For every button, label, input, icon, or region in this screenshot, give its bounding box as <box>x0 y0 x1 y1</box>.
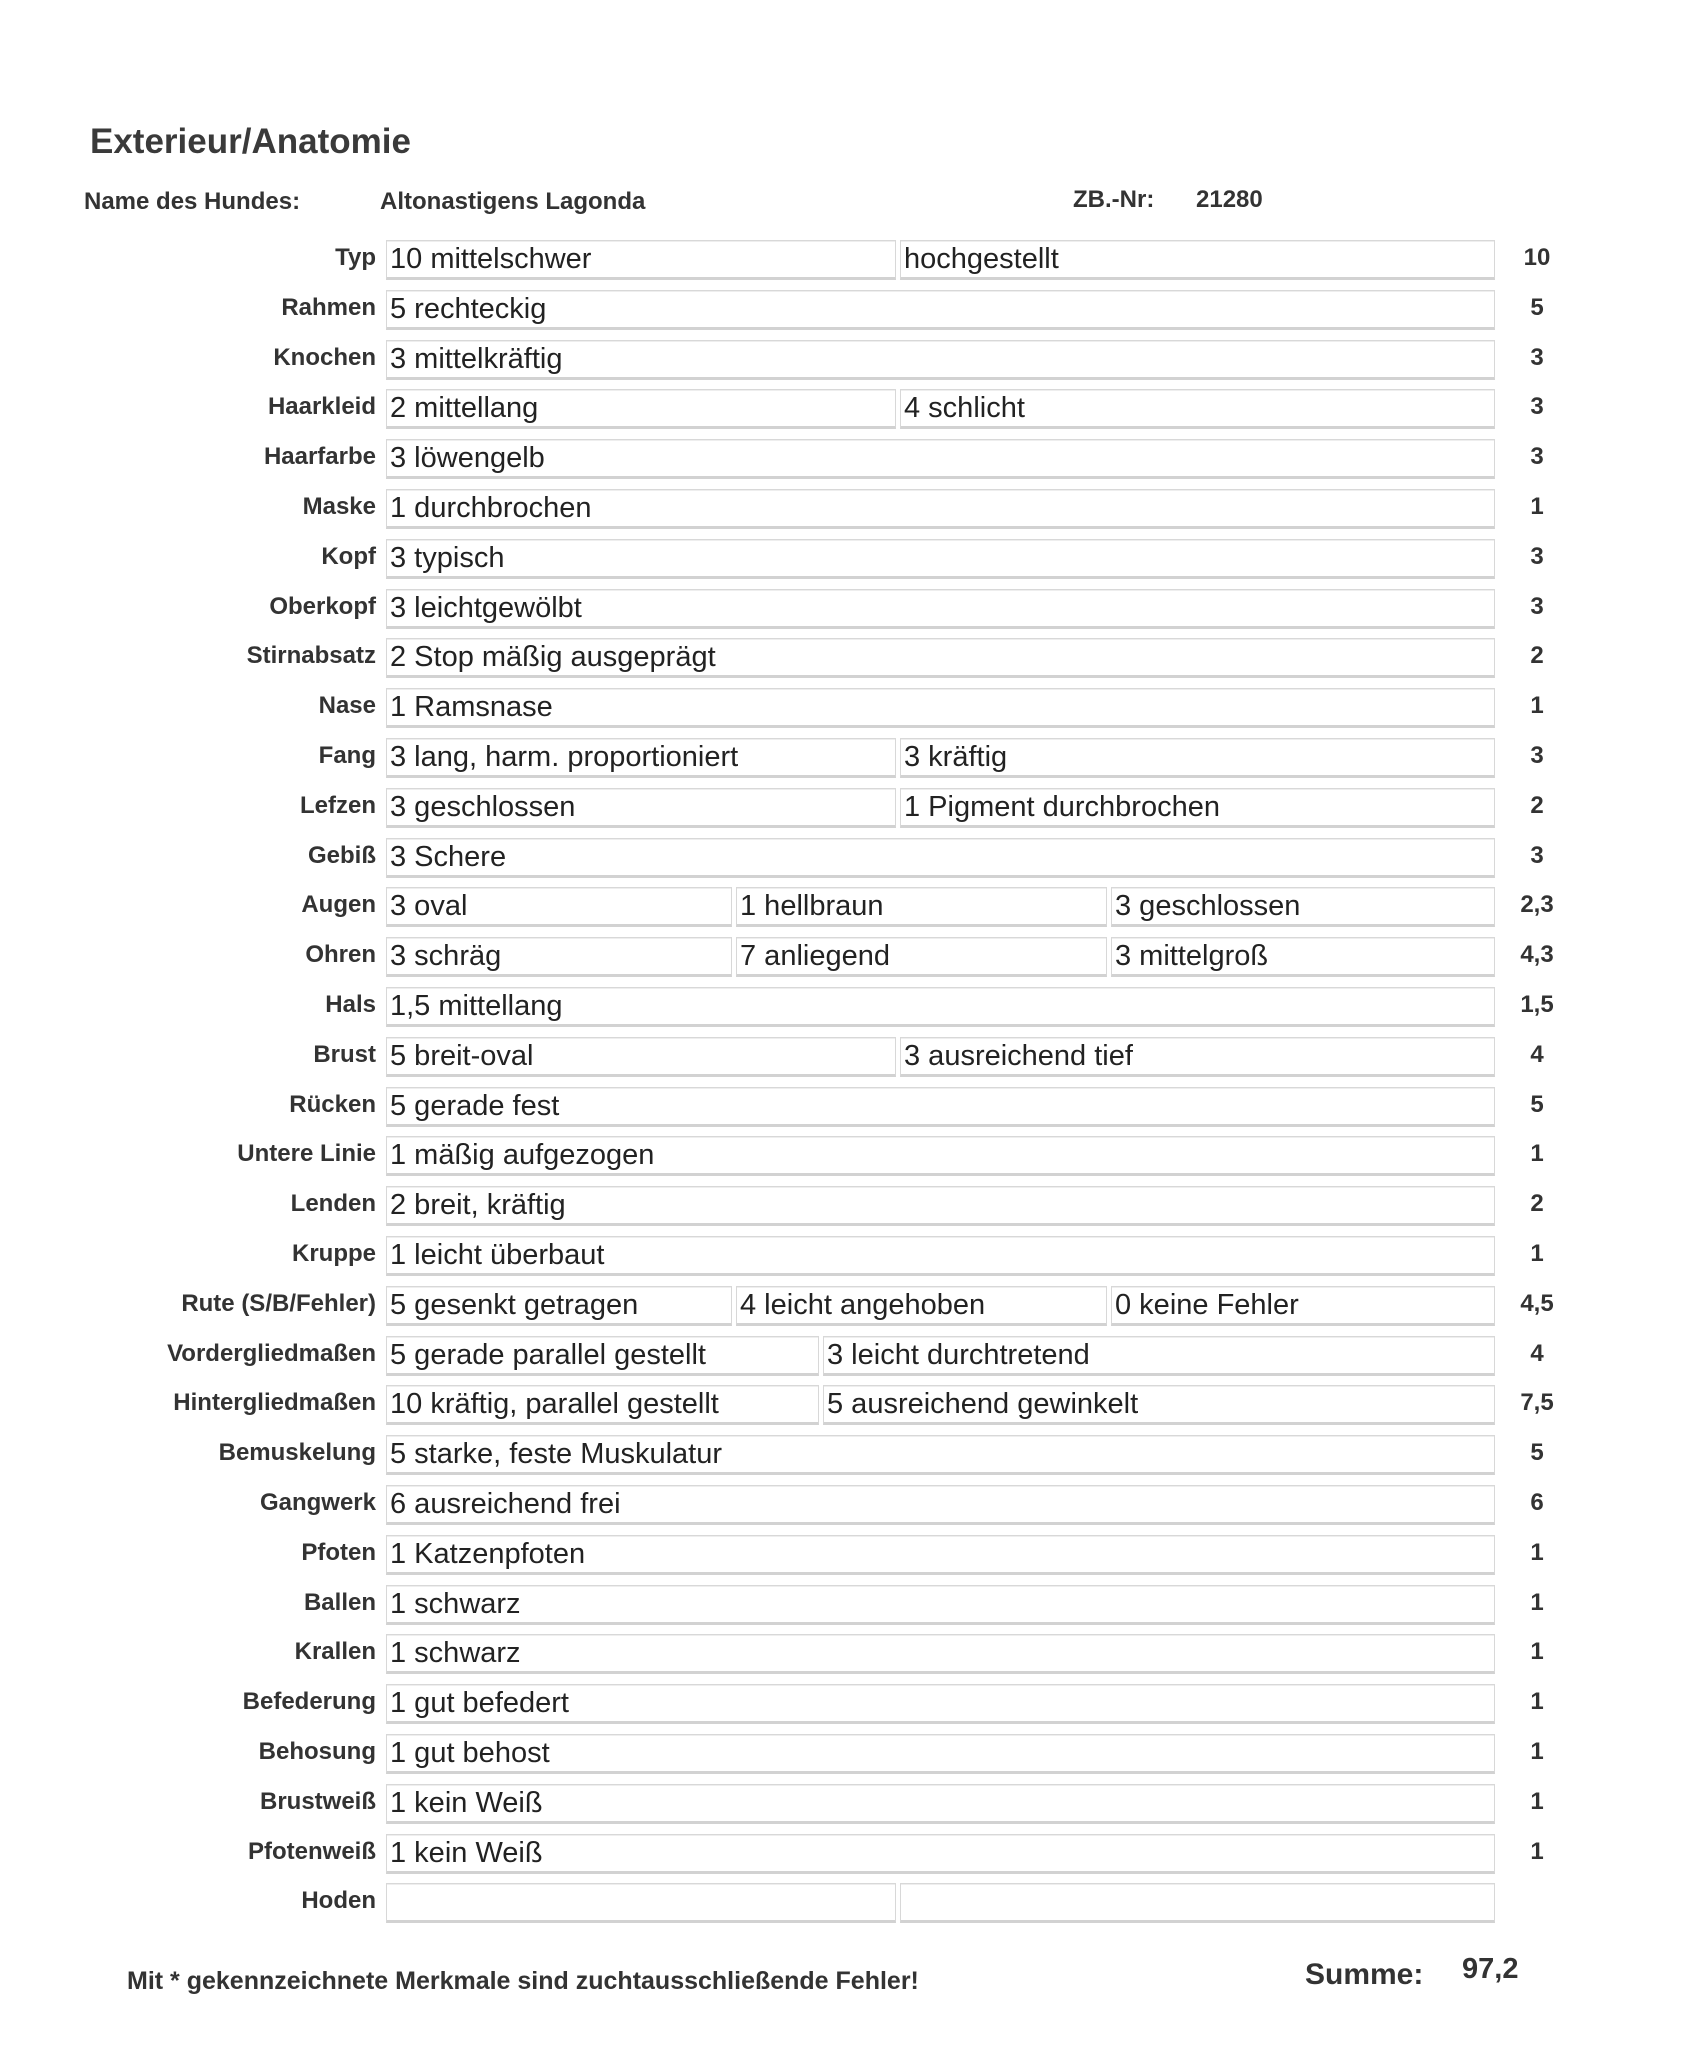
row-label: Rücken <box>289 1090 376 1118</box>
row-label: Bemuskelung <box>218 1439 376 1467</box>
field-box[interactable]: 3 typisch <box>386 539 1495 579</box>
field-box[interactable]: 5 rechteckig <box>386 290 1495 330</box>
footer-note: Mit * gekennzeichnete Merkmale sind zuchtausschließende Fehler! <box>127 1967 919 1995</box>
table-row <box>0 1435 1700 1477</box>
row-score: 4,5 <box>1520 1289 1554 1317</box>
field-box[interactable]: 3 kräftig <box>900 738 1495 778</box>
row-label: Behosung <box>258 1738 376 1765</box>
row-score: 2 <box>1530 791 1544 819</box>
row-label: Befederung <box>242 1688 376 1716</box>
row-score: 1 <box>1530 1787 1544 1815</box>
row-score: 4,3 <box>1520 941 1554 969</box>
row-score: 4 <box>1530 1339 1544 1367</box>
field-box[interactable]: 3 oval <box>386 887 732 927</box>
field-box[interactable]: 3 geschlossen <box>1111 887 1495 927</box>
field-box[interactable]: 1 Ramsnase <box>386 688 1495 728</box>
row-score: 1 <box>1530 1538 1544 1566</box>
field-box[interactable]: 5 gesenkt getragen <box>386 1286 732 1326</box>
page-title: Exterieur/Anatomie <box>90 122 411 161</box>
row-label: Knochen <box>273 343 376 371</box>
row-label: Lefzen <box>299 791 376 819</box>
row-label: Brustweiß <box>259 1787 376 1815</box>
row-score: 1 <box>1530 1738 1544 1765</box>
field-box[interactable]: 3 mittelgroß <box>1111 937 1495 977</box>
table-row <box>0 290 1700 332</box>
row-score: 5 <box>1530 1090 1544 1118</box>
field-box[interactable]: 1 gut befedert <box>386 1684 1495 1724</box>
field-box[interactable]: 5 ausreichend gewinkelt <box>823 1385 1495 1425</box>
field-box[interactable]: 1 kein Weiß <box>386 1784 1495 1824</box>
field-box[interactable]: 1 schwarz <box>386 1585 1495 1625</box>
row-score: 4 <box>1530 1040 1544 1068</box>
table-row <box>0 788 1700 830</box>
table-row <box>0 1136 1700 1178</box>
row-score: 3 <box>1530 343 1544 371</box>
row-label: Stirnabsatz <box>246 642 376 670</box>
row-score: 10 <box>1523 244 1551 271</box>
row-score: 1 <box>1530 493 1544 520</box>
row-label: Hoden <box>301 1887 376 1915</box>
row-label: Vordergliedmaßen <box>167 1339 376 1367</box>
row-score: 6 <box>1530 1489 1544 1516</box>
field-box[interactable]: 1 hellbraun <box>736 887 1107 927</box>
row-label: Haarkleid <box>267 393 376 421</box>
table-row <box>0 1784 1700 1826</box>
row-label: Hals <box>325 991 376 1018</box>
field-box[interactable] <box>386 1883 896 1923</box>
field-box[interactable] <box>900 1883 1495 1923</box>
field-box[interactable]: 3 leichtgewölbt <box>386 589 1495 629</box>
sum-value: 97,2 <box>1462 1953 1519 1985</box>
field-box[interactable]: 1 gut behost <box>386 1734 1495 1774</box>
sum-label: Summe: <box>1305 1958 1424 1991</box>
row-score: 5 <box>1530 293 1544 321</box>
row-score: 3 <box>1530 841 1544 869</box>
row-label: Krallen <box>294 1638 376 1666</box>
row-score: 1 <box>1530 1140 1544 1168</box>
table-row <box>0 240 1700 282</box>
row-score: 5 <box>1530 1439 1544 1467</box>
row-score: 1 <box>1530 1837 1544 1865</box>
row-score: 1 <box>1530 1588 1544 1616</box>
field-box[interactable]: 3 leicht durchtretend <box>823 1336 1495 1376</box>
row-label: Haarfarbe <box>263 443 376 471</box>
row-score: 3 <box>1530 393 1544 421</box>
field-box[interactable]: 1 Pigment durchbrochen <box>900 788 1495 828</box>
row-label: Typ <box>335 244 376 271</box>
field-box[interactable]: 7 anliegend <box>736 937 1107 977</box>
field-box[interactable]: 1,5 mittellang <box>386 987 1495 1027</box>
table-row <box>0 439 1700 481</box>
field-box[interactable]: 3 lang, harm. proportioniert <box>386 738 896 778</box>
field-box[interactable]: 1 durchbrochen <box>386 489 1495 529</box>
field-box[interactable]: 10 mittelschwer <box>386 240 896 280</box>
table-row <box>0 1535 1700 1577</box>
table-row <box>0 1037 1700 1079</box>
table-row <box>0 589 1700 631</box>
table-row <box>0 1734 1700 1776</box>
field-box[interactable]: hochgestellt <box>900 240 1495 280</box>
row-label: Gangwerk <box>259 1489 376 1516</box>
table-row <box>0 1236 1700 1278</box>
table-row <box>0 1834 1700 1876</box>
table-row <box>0 638 1700 680</box>
table-row <box>0 1684 1700 1726</box>
row-label: Hintergliedmaßen <box>173 1389 376 1417</box>
table-row <box>0 1186 1700 1228</box>
row-score: 1 <box>1530 1638 1544 1666</box>
dog-name-value: Altonastigens Lagonda <box>380 188 646 215</box>
table-row <box>0 1336 1700 1378</box>
row-label: Lenden <box>290 1190 376 1218</box>
row-score: 1,5 <box>1520 991 1554 1018</box>
row-label: Rahmen <box>281 293 376 321</box>
row-label: Nase <box>318 692 376 720</box>
field-box[interactable]: 2 breit, kräftig <box>386 1186 1495 1226</box>
table-row <box>0 1485 1700 1527</box>
field-box[interactable]: 1 kein Weiß <box>386 1834 1495 1874</box>
table-row <box>0 1634 1700 1676</box>
row-label: Gebiß <box>307 841 376 869</box>
row-score: 1 <box>1530 1688 1544 1716</box>
table-row <box>0 489 1700 531</box>
field-box[interactable]: 5 gerade parallel gestellt <box>386 1336 819 1376</box>
row-label: Rute (S/B/Fehler) <box>181 1289 376 1317</box>
table-row <box>0 987 1700 1029</box>
zb-number-value: 21280 <box>1196 186 1263 213</box>
field-box[interactable]: 3 löwengelb <box>386 439 1495 479</box>
field-box[interactable]: 5 gerade fest <box>386 1087 1495 1127</box>
row-score: 1 <box>1530 1240 1544 1267</box>
table-row <box>0 688 1700 730</box>
field-box[interactable]: 5 starke, feste Muskulatur <box>386 1435 1495 1475</box>
row-score: 7,5 <box>1520 1389 1554 1417</box>
row-score: 3 <box>1530 742 1544 769</box>
row-label: Ohren <box>305 941 376 969</box>
row-score: 3 <box>1530 443 1544 471</box>
row-score: 2 <box>1530 642 1544 670</box>
row-label: Fang <box>318 742 376 769</box>
table-row <box>0 738 1700 780</box>
field-box[interactable]: 5 breit-oval <box>386 1037 896 1077</box>
field-box[interactable]: 10 kräftig, parallel gestellt <box>386 1385 819 1425</box>
row-score: 3 <box>1530 542 1544 570</box>
table-row <box>0 1385 1700 1427</box>
field-box[interactable]: 3 geschlossen <box>386 788 896 828</box>
zb-number-label: ZB.-Nr: <box>1073 186 1155 213</box>
field-box[interactable]: 3 Schere <box>386 838 1495 878</box>
field-box[interactable]: 6 ausreichend frei <box>386 1485 1495 1525</box>
row-label: Brust <box>313 1040 376 1068</box>
table-row <box>0 937 1700 979</box>
row-label: Untere Linie <box>237 1140 376 1168</box>
row-label: Kopf <box>321 542 376 570</box>
row-label: Kruppe <box>292 1240 376 1267</box>
field-box[interactable]: 2 mittellang <box>386 389 896 429</box>
table-row <box>0 539 1700 581</box>
field-box[interactable]: 2 Stop mäßig ausgeprägt <box>386 638 1495 678</box>
field-box[interactable]: 1 leicht überbaut <box>386 1236 1495 1276</box>
row-score: 3 <box>1530 592 1544 620</box>
field-box[interactable]: 1 schwarz <box>386 1634 1495 1674</box>
field-box[interactable]: 1 Katzenpfoten <box>386 1535 1495 1575</box>
row-label: Pfotenweiß <box>247 1837 376 1865</box>
table-row <box>0 389 1700 431</box>
row-label: Ballen <box>303 1588 376 1616</box>
table-row <box>0 1087 1700 1129</box>
dog-name-label: Name des Hundes: <box>84 188 301 215</box>
field-box[interactable]: 4 schlicht <box>900 389 1495 429</box>
table-row <box>0 838 1700 880</box>
row-label: Maske <box>302 493 376 520</box>
table-row <box>0 340 1700 382</box>
table-row <box>0 887 1700 929</box>
row-score: 2,3 <box>1520 891 1554 919</box>
field-box[interactable]: 1 mäßig aufgezogen <box>386 1136 1495 1176</box>
row-label: Pfoten <box>301 1538 376 1566</box>
row-score: 1 <box>1530 692 1544 720</box>
row-label: Oberkopf <box>269 592 376 620</box>
table-row <box>0 1585 1700 1627</box>
field-box[interactable]: 3 mittelkräftig <box>386 340 1495 380</box>
field-box[interactable]: 0 keine Fehler <box>1111 1286 1495 1326</box>
field-box[interactable]: 4 leicht angehoben <box>736 1286 1107 1326</box>
field-box[interactable]: 3 ausreichend tief <box>900 1037 1495 1077</box>
row-label: Augen <box>301 891 376 919</box>
field-box[interactable]: 3 schräg <box>386 937 732 977</box>
table-row <box>0 1286 1700 1328</box>
row-score: 2 <box>1530 1190 1544 1218</box>
table-row <box>0 1883 1700 1925</box>
